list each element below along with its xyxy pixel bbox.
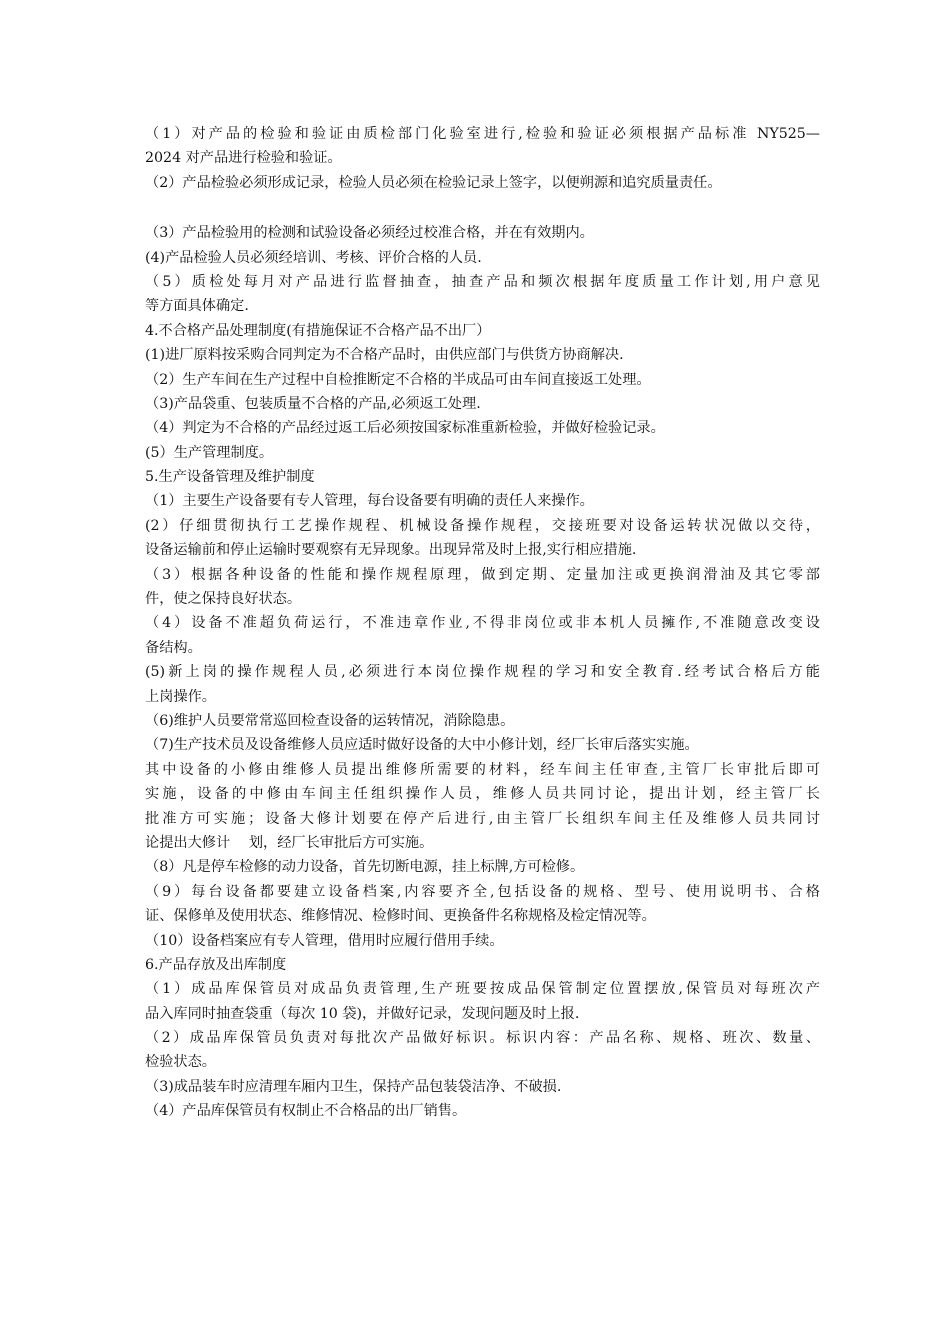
paragraph-line: （4）判定为不合格的产品经过返工后必须按国家标准重新检验，并做好检验记录。 — [145, 420, 665, 437]
paragraph-line: 等方面具体确定. — [145, 298, 249, 315]
paragraph-line: （1）主要生产设备要有专人管理，每台设备要有明确的责任人来操作。 — [145, 493, 594, 510]
blank-line — [145, 195, 820, 221]
paragraph-line: （8）凡是停车检修的动力设备，首先切断电源，挂上标牌,方可检修。 — [145, 859, 585, 876]
paragraph-line: 证、保修单及使用状态、维修情况、检修时间、更换备件名称规格及检定情况等。 — [145, 908, 656, 925]
paragraph-line: (5)新上岗的操作规程人员,必须进行本岗位操作规程的学习和安全教育.经考试合格后方能 — [145, 664, 820, 681]
paragraph-line: (1)进厂原料按采购合同判定为不合格产品时，由供应部门与供货方协商解决. — [145, 347, 624, 364]
paragraph-line: （3）根据各种设备的性能和操作规程原理，做到定期、定量加注或更换润滑油及其它零部 — [145, 566, 820, 583]
paragraph-line: （4）产品库保管员有权制止不合格品的出厂销售。 — [145, 1103, 467, 1120]
paragraph-line: (4)产品检验人员必须经培训、考核、评价合格的人员. — [145, 249, 482, 266]
paragraph-line: (5）生产管理制度。 — [145, 444, 274, 461]
section-heading: 6.产品存放及出库制度 — [145, 956, 287, 973]
paragraph-line: （3）产品检验用的检测和试验设备必须经过校准合格，并在有效期内。 — [145, 225, 594, 242]
paragraph-line: 2024 对产品进行检验和验证。 — [145, 150, 342, 167]
paragraph-line: 上岗操作。 — [145, 688, 216, 705]
paragraph-line: (2）仔细贯彻执行工艺操作规程、机械设备操作规程，交接班要对设备运转状况做以交待， — [145, 517, 820, 534]
paragraph-line: 品入库同时抽查袋重（每次 10 袋)，并做好记录，发现问题及时上报. — [145, 1005, 580, 1022]
paragraph-line: （9）每台设备都要建立设备档案,内容要齐全,包括设备的规格、型号、使用说明书、合格 — [145, 883, 820, 900]
paragraph-line: （3)成品装车时应清理车厢内卫生，保持产品包装袋洁净、不破损. — [145, 1078, 562, 1095]
paragraph-line: 检验状态。 — [145, 1054, 216, 1071]
paragraph-line: 其中设备的小修由维修人员提出维修所需要的材料，经车间主任审查,主管厂长审批后即可 — [145, 761, 820, 778]
paragraph-line: 论提出大修计 划，经厂长审批后方可实施。 — [145, 834, 434, 851]
paragraph-line: （3)产品袋重、包装质量不合格的产品,必须返工处理. — [145, 395, 481, 412]
paragraph-line: 备结构。 — [145, 639, 202, 656]
paragraph-line: （2）生产车间在生产过程中自检推断定不合格的半成品可由车间直接返工处理。 — [145, 371, 651, 388]
paragraph-line: （1）对产品的检验和验证由质检部门化验室进行,检验和验证必须根据产品标准 NY525— — [145, 126, 820, 142]
section-heading: 4.不合格产品处理制度(有措施保证不合格产品不出厂） — [145, 322, 491, 339]
paragraph-line: （4）设备不准超负荷运行，不准违章作业,不得非岗位或非本机人员擁作,不准随意改变设 — [145, 615, 820, 632]
paragraph-line: （1）成品库保管员对成品负责管理,生产班要按成品保管制定位置摆放,保管员对每班次产 — [145, 981, 820, 998]
paragraph-line: （7)生产技术员及设备维修人员应适时做好设备的大中小修计划，经厂长审后落实实施。 — [145, 737, 699, 754]
paragraph-line: 件，使之保持良好状态。 — [145, 591, 302, 608]
paragraph-line: （6)维护人员要常常巡回检查设备的运转情况，消除隐患。 — [145, 712, 515, 729]
paragraph-line: （2）产品检验必须形成记录，检验人员必须在检验记录上签字，以便朔源和追究质量责任。 — [145, 174, 722, 191]
paragraph-line: （10）设备档案应有专人管理，借用时应履行借用手续。 — [145, 932, 504, 949]
document-body — [145, 122, 820, 1124]
paragraph-line: 实施，设备的中修由车间主任组织操作人员，维修人员共同讨论，提出计划，经主管厂长 — [145, 786, 820, 803]
paragraph-line: 设备运输前和停止运输时要观察有无异现象。出现异常及时上报,实行相应措施. — [145, 542, 637, 559]
paragraph-line: （5）质检处每月对产品进行监督抽查，抽查产品和频次根据年度质量工作计划,用户意见 — [145, 273, 820, 290]
paragraph-line: （2）成品库保管员负责对每批次产品做好标识。标识内容：产品名称、规格、班次、数量、 — [145, 1030, 820, 1047]
paragraph-line: 批准方可实施；设备大修计划要在停产后进行,由主管厂长组织车间主任及维修人员共同讨 — [145, 810, 820, 827]
section-heading: 5.生产设备管理及维护制度 — [145, 469, 315, 486]
